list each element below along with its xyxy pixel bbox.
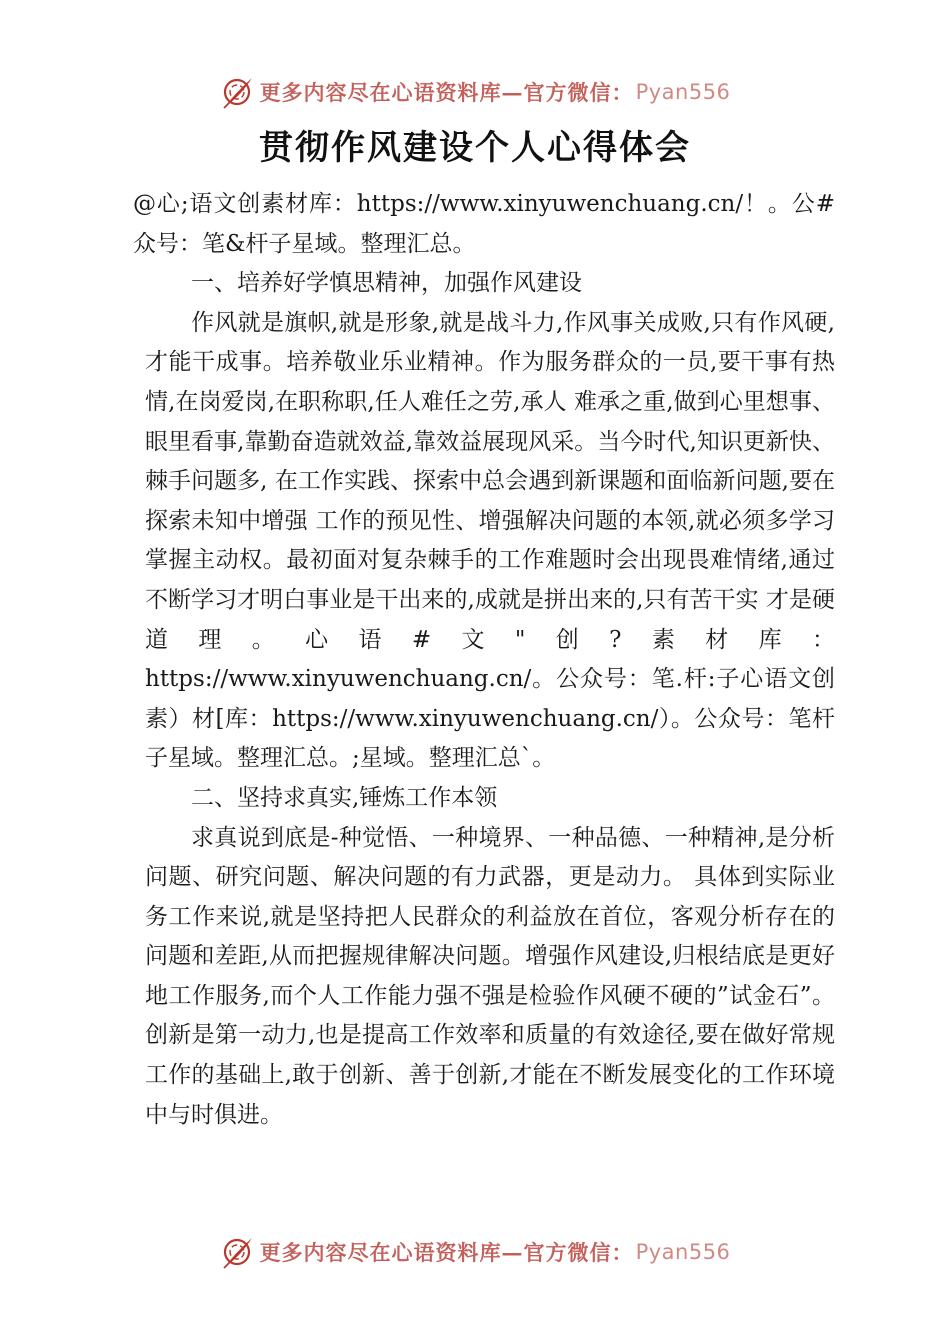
source-line: @心;语文创素材库：https://www.xinyuwenchuang.cn/！。公#众号：笔&杆子星域。整理汇总。 bbox=[133, 191, 835, 257]
feather-quill-logo-icon bbox=[220, 1235, 254, 1269]
banner-wechat-id: Pyan556 bbox=[635, 80, 731, 104]
section-paragraph-2: 求真说到底是-种觉悟、一种境界、一种品德、一种精神,是分析问题、研究问题、解决问题的有力武器，更是动力。 具体到实际业务工作来说,就是坚持把人民群众的利益放在首位，客观分析存在的问题和差距,从而把握规律解决问题。增强作风建设,归根结底是更好地工作服务,而个人工作能力强不强是检验作风硬不硬的”试金石”。创新是第一动力,也是提高工作效率和质量的有效途径,要在做好常规工作的基础上,敢于创新、善于创新,才能在不断发展变化的工作环境中与时俱进。 bbox=[145, 824, 835, 1128]
feather-quill-logo-icon bbox=[220, 75, 254, 109]
header-banner bbox=[0, 70, 950, 114]
section-heading-2: 二、坚持求真实,锤炼工作本领 bbox=[191, 784, 498, 811]
section-paragraph-1: 作风就是旗帜,就是形象,就是战斗力,作风事关成败,只有作风硬,才能干成事。培养敬业乐业精神。作为服务群众的一员,要干事有热情,在岗爱岗,在职称职,任人难任之劳,承人 难承之重,做到心里想事、眼里看事,靠勤奋造就效益,靠效益展现风采。当今时代,知识更新快、棘手问题多, 在工作实践、探索中总会遇到新课题和面临新问题,要在探索未知中增强 工作的预见性、增强解决问题的本领,就必须多学习掌握主动权。最初面对复杂棘手的工作难题时会出现畏难情绪,通过不断学习才明白事业是干出来的,成就是拼出来的,只有苦干实 才是硬道理。心语#文"创?素材库：https://www.xinyuwenchuang.cn/。公众号：笔.杆:子心语文创素）材[库：https://www.xinyuwenchuang.cn/）。公众号：笔杆子星域。整理汇总。;星域。整理汇总`。 bbox=[145, 309, 835, 772]
banner-wechat-id: Pyan556 bbox=[635, 1240, 731, 1264]
banner-text: 更多内容尽在心语资料库—官方微信： bbox=[259, 1240, 634, 1265]
page-title: 贯彻作风建设个人心得体会 bbox=[259, 128, 691, 168]
banner-text: 更多内容尽在心语资料库—官方微信： bbox=[259, 80, 634, 105]
section-heading-1: 一、培养好学慎思精神，加强作风建设 bbox=[191, 270, 582, 297]
document-body bbox=[133, 185, 835, 1135]
footer-banner bbox=[0, 1230, 950, 1274]
